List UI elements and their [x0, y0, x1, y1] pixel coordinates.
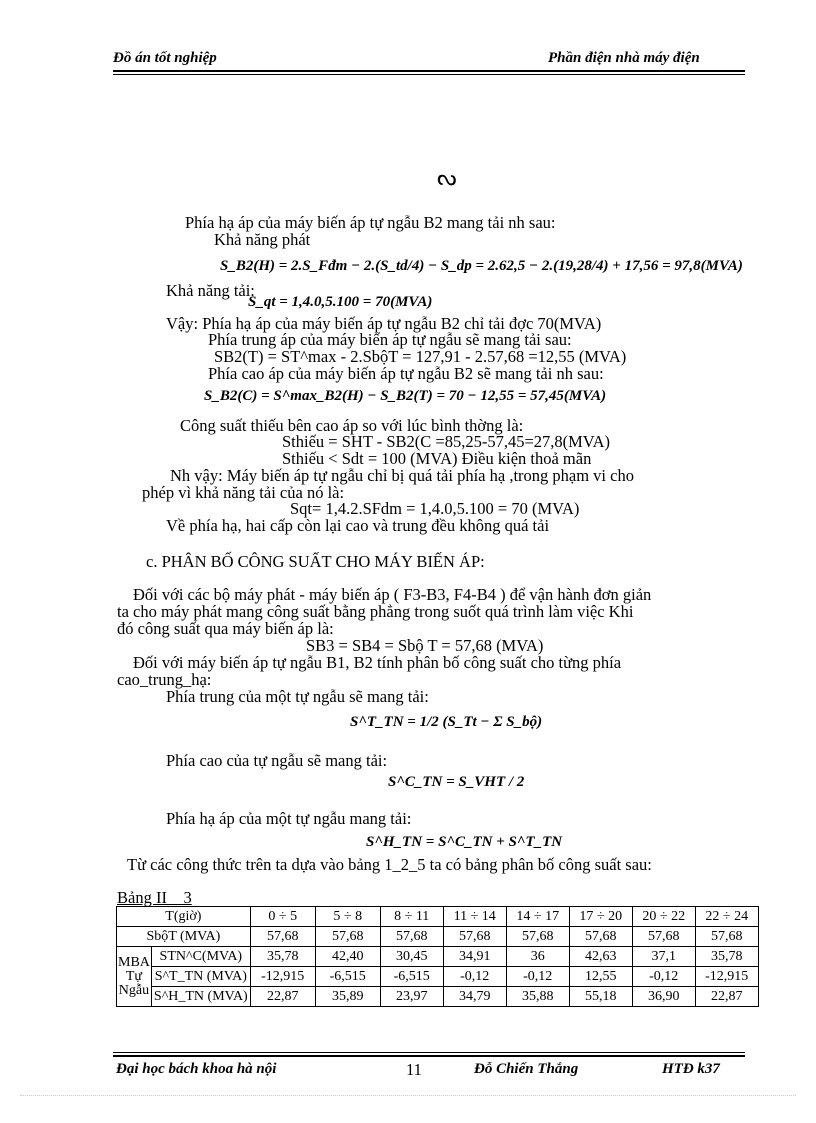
table-cell: 42,63	[569, 947, 632, 967]
formula-stn-t: S^T_TN = 1/2 (S_Tt − Σ S_bộ)	[350, 714, 543, 730]
table-cell: -12,915	[250, 967, 315, 987]
table-cell: 57,68	[443, 927, 506, 947]
table-row	[117, 927, 759, 947]
table-cell: 5 ÷ 8	[315, 907, 380, 927]
table-cell: 57,68	[569, 927, 632, 947]
text-line: Phía hạ áp của một tự ngẫu mang tải:	[166, 809, 412, 828]
table-cell: -6,515	[315, 967, 380, 987]
footer-author: Đỗ Chiến Thắng	[474, 1061, 579, 1077]
table-cell: 42,40	[315, 947, 380, 967]
formula-stn-h: S^H_TN = S^C_TN + S^T_TN	[366, 834, 563, 850]
group-label-line: MBA	[118, 954, 150, 970]
table-cell: 35,89	[315, 987, 380, 1007]
text-line: Nh vậy: Máy biến áp tự ngẫu chỉ bị quá tải phía hạ ,trong phạm vi cho	[170, 466, 634, 485]
table-cell: 57,68	[250, 927, 315, 947]
text-line: Phía cao áp của máy biến áp tự ngẫu B2 sẽ mang tải nh sau:	[208, 364, 604, 383]
text-line: Khả năng tải:	[166, 281, 255, 300]
table-cell: -0,12	[506, 967, 569, 987]
header-left: Đồ án tốt nghiệp	[113, 50, 217, 66]
formula-sb2h: S_B2(H) = 2.S_Fđm − 2.(S_td/4) − S_dp = 2.62,5 − 2.(19,28/4) + 17,56 = 97,8(MVA)	[220, 258, 743, 274]
table-cell: 20 ÷ 22	[632, 907, 695, 927]
table-cell: 55,18	[569, 987, 632, 1007]
text-line: Từ các công thức trên ta dựa vào bảng 1_2_5 ta có bảng phân bố công suất sau:	[127, 855, 652, 874]
text-line: ta cho máy phát mang công suất bằng phẳng trong suốt quá trình làm việc Khi	[117, 602, 634, 621]
text-line: Về phía hạ, hai cấp còn lại cao và trung đều không quá tải	[166, 516, 550, 535]
text-line: Sqt= 1,4.2.SFdm = 1,4.0,5.100 = 70 (MVA)	[290, 499, 580, 518]
text-line: Công suất thiếu bên cao áp so với lúc bình thờng là:	[180, 416, 524, 435]
table-cell: 12,55	[569, 967, 632, 987]
power-distribution-table	[116, 906, 759, 1007]
table-group-label	[117, 947, 152, 1007]
table-cell: -0,12	[632, 967, 695, 987]
footer-rule	[113, 1055, 745, 1057]
footer-class: HTĐ k37	[662, 1061, 720, 1077]
table-cell: 0 ÷ 5	[250, 907, 315, 927]
text-line: SB2(T) = ST^max - 2.SbộT = 127,91 - 2.57,68 =12,55 (MVA)	[214, 347, 627, 366]
table-cell: 35,78	[695, 947, 758, 967]
table-row	[117, 967, 759, 987]
text-line: Đối với các bộ máy phát - máy biến áp ( F3-B3, F4-B4 ) để vận hành đơn giản	[133, 585, 652, 604]
table-cell: 14 ÷ 17	[506, 907, 569, 927]
table-cell: 8 ÷ 11	[380, 907, 443, 927]
text-line: Phía cao của tự ngẫu sẽ mang tải:	[166, 751, 388, 770]
formula-sb2c: S_B2(C) = S^max_B2(H) − S_B2(T) = 70 − 12,55 = 57,45(MVA)	[204, 388, 607, 404]
text-line: Sthiếu < Sdt = 100 (MVA) Điều kiện thoả mãn	[282, 449, 592, 468]
table-cell: 36,90	[632, 987, 695, 1007]
page-number: 11	[406, 1060, 422, 1079]
table-cell: 35,78	[250, 947, 315, 967]
table-cell: T(giờ)	[117, 907, 251, 927]
text-line: cao_trung_hạ:	[117, 670, 212, 689]
table-cell: 17 ÷ 20	[569, 907, 632, 927]
formula-stn-c: S^C_TN = S_VHT / 2	[388, 774, 525, 790]
table-cell: 22,87	[695, 987, 758, 1007]
formula-sqt: S_qt = 1,4.0,5.100 = 70(MVA)	[248, 294, 433, 310]
table-cell: 11 ÷ 14	[443, 907, 506, 927]
table-cell: 57,68	[695, 927, 758, 947]
table-cell: -6,515	[380, 967, 443, 987]
table-cell: 34,91	[443, 947, 506, 967]
table-cell: 57,68	[506, 927, 569, 947]
text-line: Khả năng phát	[214, 230, 311, 249]
text-line: Vậy: Phía hạ áp của máy biến áp tự ngẫu B2 chỉ tải đợc 70(MVA)	[166, 314, 602, 333]
table-cell: -0,12	[443, 967, 506, 987]
text-line: Phía hạ áp của máy biến áp tự ngẫu B2 mang tải nh sau:	[185, 213, 556, 232]
table-cell: 22 ÷ 24	[695, 907, 758, 927]
text-line: Phía trung áp của máy biến áp tự ngẫu sẽ mang tải sau:	[208, 330, 572, 349]
group-label-line: Ngẫu	[118, 982, 150, 998]
section-title: c. PHÂN BỐ CÔNG SUẤT CHO MÁY BIẾN ÁP:	[146, 552, 485, 571]
text-line: đó công suất qua máy biến áp là:	[117, 619, 334, 638]
ornament-icon: ᔓ	[437, 165, 457, 190]
group-label-line: Tự	[125, 968, 143, 984]
table-cell: 57,68	[315, 927, 380, 947]
table-cell: 36	[506, 947, 569, 967]
text-line: Phía trung của một tự ngẫu sẽ mang tải:	[166, 687, 429, 706]
table-caption: Bảng II _ 3	[117, 888, 192, 907]
table-cell: STN^C(MVA)	[151, 947, 250, 967]
table-cell: 35,88	[506, 987, 569, 1007]
table-cell: S^T_TN (MVA)	[151, 967, 250, 987]
table-row	[117, 987, 759, 1007]
table-cell: 57,68	[632, 927, 695, 947]
page-edge	[20, 1095, 796, 1096]
text-line: SB3 = SB4 = Sbộ T = 57,68 (MVA)	[306, 636, 544, 655]
table-cell: -12,915	[695, 967, 758, 987]
table-row	[117, 947, 759, 967]
table-cell: S^H_TN (MVA)	[151, 987, 250, 1007]
table-cell: SbộT (MVA)	[117, 927, 251, 947]
text-line: phép vì khả năng tải của nó là:	[142, 483, 345, 502]
table-cell: 37,1	[632, 947, 695, 967]
table-cell: 23,97	[380, 987, 443, 1007]
text-line: Sthiếu = SHT - SB2(C =85,25-57,45=27,8(MVA)	[282, 432, 610, 451]
footer-rule-thin	[113, 1052, 745, 1053]
table-cell: 22,87	[250, 987, 315, 1007]
table-cell: 30,45	[380, 947, 443, 967]
header-right: Phần điện nhà máy điện	[548, 50, 700, 66]
text-line: Đối với máy biến áp tự ngẫu B1, B2 tính phân bố công suất cho từng phía	[133, 653, 622, 672]
table-cell: 34,79	[443, 987, 506, 1007]
header-rule-thin	[113, 74, 745, 75]
header-rule	[113, 70, 745, 72]
table-cell: 57,68	[380, 927, 443, 947]
table-row	[117, 907, 759, 927]
footer-university: Đại học bách khoa hà nội	[116, 1061, 277, 1077]
